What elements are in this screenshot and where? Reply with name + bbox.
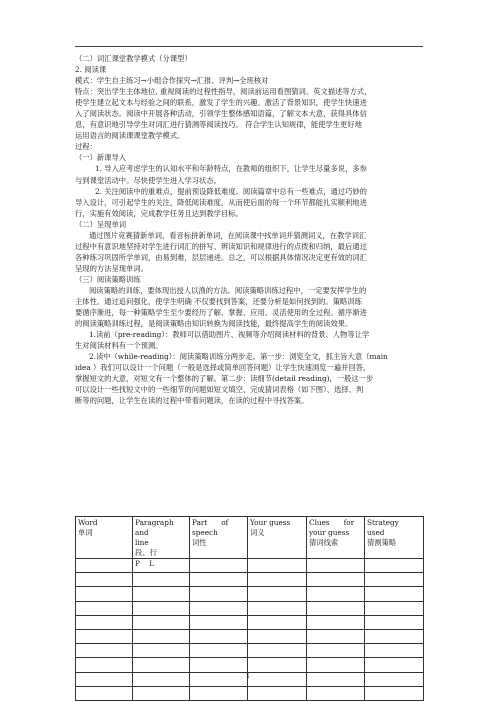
table-cell: [248, 587, 307, 601]
table-cell: [76, 573, 133, 587]
table-cell: [365, 644, 424, 658]
header-cell-strategy: Strategy used 猜测策略: [365, 517, 424, 559]
header-cell-paragraph: Paragraph and line 段、行: [133, 517, 190, 559]
text-line: 模式：学生自主练习→小组合作探究→汇报、评判→全班核对: [75, 76, 269, 86]
header-cell-part-of-speech: Part of speech 词性: [190, 517, 248, 559]
table-cell: [76, 686, 133, 700]
text-line: idea ）我们可以设计一个问题（一般是选择或简单回答问题）让学生快速浏览一遍并回答，: [75, 363, 371, 373]
text-line: 息，有意识地引导学生对词汇进行猜测等阅读技巧。 符合学生认知规律，能使学生更好地: [75, 120, 362, 130]
header-cell-word: Word 单词: [76, 517, 133, 559]
subheading: （一）新课导入: [75, 153, 127, 163]
table-cell: [133, 644, 190, 658]
text-line: 掌握短文的大意，对短文有一个整体的了解。第二步：读细节(detail reading)，一般这一步: [75, 374, 374, 384]
text-line: 1. 导入应考虑学生的认知水平和年龄特点，在教师的组织下，让学生尽量多说，多参: [95, 164, 367, 174]
text-line: 生对阅读材料有一个预测。: [75, 341, 163, 351]
text-line: 过程：: [75, 142, 97, 152]
text-line: 特点：突出学生主体地位, 重视阅读的过程性指导，阅读前运用看图猜词、英文描述等方式，: [75, 87, 372, 97]
body-text: [75, 53, 423, 407]
page-number: 1: [245, 672, 251, 680]
text-line: 各种练习巩固所学单词，由易到难，层层递进。总之，可以根据具体情况决定更有效的词汇: [75, 252, 367, 262]
table-cell: [307, 559, 365, 573]
table-row: [76, 587, 424, 601]
table-cell: [190, 601, 248, 615]
text-line: 过程中有意识地坚持对学生进行词汇的拼写、辨读知识和规律进行的点拨和归纳，最后通过: [75, 241, 367, 251]
table-cell: [307, 587, 365, 601]
text-line: 1.读前（pre-reading）：教师可以借助图片、视频等介绍阅读材料的背景、人物等让学: [89, 330, 370, 340]
text-line: 呈现的方法呈现单词。: [75, 263, 148, 273]
subheading: （二）呈现单词: [75, 219, 127, 229]
table-row: [76, 601, 424, 615]
table-cell: [76, 644, 133, 658]
text-line: 可以设计一些找短文中的一些细节的问题如短文填空、完成猜词表格（如下图）、选择、判: [75, 385, 364, 395]
table-cell: [365, 615, 424, 629]
table-cell: [248, 601, 307, 615]
table-row: [76, 644, 424, 658]
subheading: （三）阅读策略训练: [75, 274, 141, 284]
table-row: [76, 559, 424, 573]
table-row: [76, 658, 424, 672]
table-cell: [307, 686, 365, 700]
table-cell: [365, 629, 424, 643]
table-cell: [190, 658, 248, 672]
header-rule: [75, 46, 423, 47]
text-line: 断等的问题，让学生在读的过程中带着问题读，在读的过程中寻找答案。: [75, 396, 309, 406]
text-line: 的阅读策略训练过程，是阅读策略由知识转换为阅读技能，最终提高学生的阅读效果。: [75, 319, 353, 329]
table-row: [76, 686, 424, 700]
table-cell: [133, 615, 190, 629]
table-cell: [190, 644, 248, 658]
table-cell: [133, 587, 190, 601]
table-cell: [76, 615, 133, 629]
table-cell: [248, 615, 307, 629]
header-cell-clues: Clues for your guess 猜词线索: [307, 517, 365, 559]
table-cell: [133, 686, 190, 700]
table-cell: [365, 601, 424, 615]
table-cell: [76, 587, 133, 601]
table-cell: [76, 559, 133, 573]
table-cell: [190, 686, 248, 700]
table-cell: [133, 629, 190, 643]
table-cell: [248, 559, 307, 573]
table-cell: [365, 559, 424, 573]
table-cell: [76, 629, 133, 643]
table-cell: [307, 644, 365, 658]
table-cell: [307, 629, 365, 643]
table-cell: [248, 686, 307, 700]
table-row: [76, 629, 424, 643]
text-line: 入了阅读状态。阅读中开展各种活动，引领学生整体感知语篇，了解文本大意，获得具体信: [75, 109, 367, 119]
text-line: 使学生建立起文本与经验之间的联系，激发了学生的兴趣、激活了背景知识，使学生快速进: [75, 98, 367, 108]
table-cell: [76, 601, 133, 615]
table-cell: [190, 629, 248, 643]
text-line: 导入设计，可引起学生的关注，降低阅读难度，从而使后面的每一个环节都能扎实顺利地进: [75, 197, 367, 207]
table-cell: [248, 629, 307, 643]
table-cell: [248, 573, 307, 587]
table-cell: P L: [133, 559, 190, 573]
table-cell: [365, 658, 424, 672]
table-cell: [133, 658, 190, 672]
table-cell: [365, 573, 424, 587]
text-line: 2. 关注阅读中的重难点，提前预设降低难度。阅读篇章中总有一些难点，通过巧妙的: [95, 186, 367, 196]
table-cell: [307, 601, 365, 615]
table-cell: [365, 587, 424, 601]
table-cell: [190, 559, 248, 573]
table-cell: [248, 644, 307, 658]
table-cell: [190, 615, 248, 629]
text-line: 通过图片竞赛猜新单词，看音标拼新单词，在阅读课中找单词并猜测词义，在教学词汇: [89, 230, 367, 240]
table-cell: [133, 601, 190, 615]
text-line: 运用语言的阅读课课堂教学模式。: [75, 131, 185, 141]
table-cell: [133, 573, 190, 587]
text-line: 阅读策略的训练，要体现出授人以渔的方法。阅读策略训练过程中，一定要发挥学生的: [89, 285, 367, 295]
table-row: [76, 615, 424, 629]
text-line: 主体性。通过追问强化，使学生明确 不仅要找到答案，还要分析是如何找到的。策略训练: [75, 297, 362, 307]
subheading: 2. 阅读课: [75, 65, 107, 75]
table-header-row: [76, 517, 424, 559]
table-cell: [190, 573, 248, 587]
section-heading: （二）词汇课堂教学模式（分课型）: [75, 54, 192, 63]
header-cell-your-guess: Your guess 词义: [248, 517, 307, 559]
table-cell: [307, 658, 365, 672]
text-line: 2.读中（while-reading）：阅读策略训练分两步走。第一步：浏览全文，抓主旨大意（main: [89, 352, 388, 362]
table-cell: [248, 658, 307, 672]
text-line: 与到课堂活动中。尽快使学生进入学习状态。: [75, 175, 221, 185]
table-cell: [307, 615, 365, 629]
table-row: [76, 573, 424, 587]
table-cell: [76, 658, 133, 672]
text-line: 要循序渐进，每一种策略学生至少要经历了解、掌握、应用、灵活使用的全过程。循序渐进: [75, 308, 367, 318]
table-cell: [365, 686, 424, 700]
text-line: 行，实施有效阅读，完成教学任务且达到教学目标。: [75, 208, 243, 218]
table-cell: [307, 573, 365, 587]
table-cell: [190, 587, 248, 601]
